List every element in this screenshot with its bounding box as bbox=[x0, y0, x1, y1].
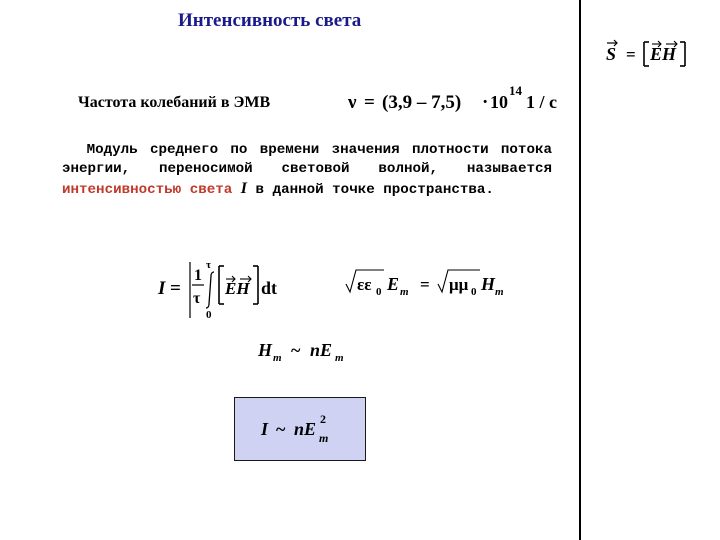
poynting-formula bbox=[604, 36, 694, 72]
svg-text:μμ: μμ bbox=[449, 275, 469, 294]
svg-text:dt: dt bbox=[261, 278, 278, 298]
svg-text:nE: nE bbox=[294, 419, 317, 439]
svg-text:E: E bbox=[387, 274, 400, 294]
svg-text:·: · bbox=[482, 92, 489, 113]
highlight-term: интенсивностью света bbox=[62, 182, 233, 198]
intensity-integral-formula bbox=[156, 258, 296, 322]
svg-text:EH: EH bbox=[225, 279, 250, 298]
svg-text:H: H bbox=[258, 340, 273, 360]
vertical-divider bbox=[579, 0, 581, 540]
svg-text:m: m bbox=[319, 431, 329, 445]
result-box bbox=[234, 397, 366, 461]
svg-text:=: = bbox=[364, 92, 375, 113]
svg-text:2: 2 bbox=[320, 412, 326, 426]
svg-text:m: m bbox=[400, 286, 409, 298]
svg-text:τ: τ bbox=[193, 290, 201, 307]
svg-text:I: I bbox=[261, 419, 269, 439]
paragraph-text-after: в данной точке пространства. bbox=[247, 182, 494, 198]
paragraph-text-before: Модуль среднего по времени значения плотности потока энергии, переносимой световой волной, называется bbox=[62, 142, 552, 177]
slide-title: Интенсивность света bbox=[178, 10, 362, 31]
svg-text:~: ~ bbox=[276, 419, 286, 439]
svg-text:εε: εε bbox=[357, 275, 372, 294]
svg-text:~: ~ bbox=[291, 340, 301, 360]
frequency-label: Частота колебаний в ЭМВ bbox=[78, 94, 271, 111]
svg-text:0: 0 bbox=[471, 286, 477, 298]
amplitude-relation-formula bbox=[344, 266, 524, 302]
poynting-equals: = bbox=[626, 45, 636, 64]
svg-text:m: m bbox=[335, 352, 344, 364]
integral-upper: τ bbox=[206, 259, 212, 271]
h-relation-formula bbox=[256, 336, 366, 366]
integral-lower: 0 bbox=[206, 309, 212, 321]
power-exponent: 14 bbox=[509, 83, 522, 98]
svg-text:nE: nE bbox=[310, 340, 333, 360]
svg-text:m: m bbox=[273, 352, 282, 364]
svg-text:0: 0 bbox=[376, 286, 382, 298]
svg-text:H: H bbox=[481, 274, 496, 294]
frequency-range: (3,9 – 7,5) bbox=[382, 92, 462, 113]
svg-text:I: I bbox=[158, 278, 166, 299]
integral-sign-icon bbox=[206, 272, 214, 308]
svg-text:1: 1 bbox=[194, 267, 202, 284]
svg-text:=: = bbox=[420, 275, 430, 294]
frequency-formula bbox=[348, 78, 557, 118]
poynting-rhs: EH bbox=[650, 44, 677, 64]
definition-paragraph bbox=[62, 141, 552, 200]
intensity-symbol: I bbox=[240, 180, 248, 197]
nu-symbol: ν bbox=[348, 92, 357, 113]
poynting-lhs: S bbox=[606, 44, 617, 64]
svg-text:=: = bbox=[170, 278, 181, 299]
power-base: 10 bbox=[490, 92, 508, 112]
unit: 1 / c bbox=[526, 92, 557, 112]
svg-text:m: m bbox=[495, 286, 504, 298]
